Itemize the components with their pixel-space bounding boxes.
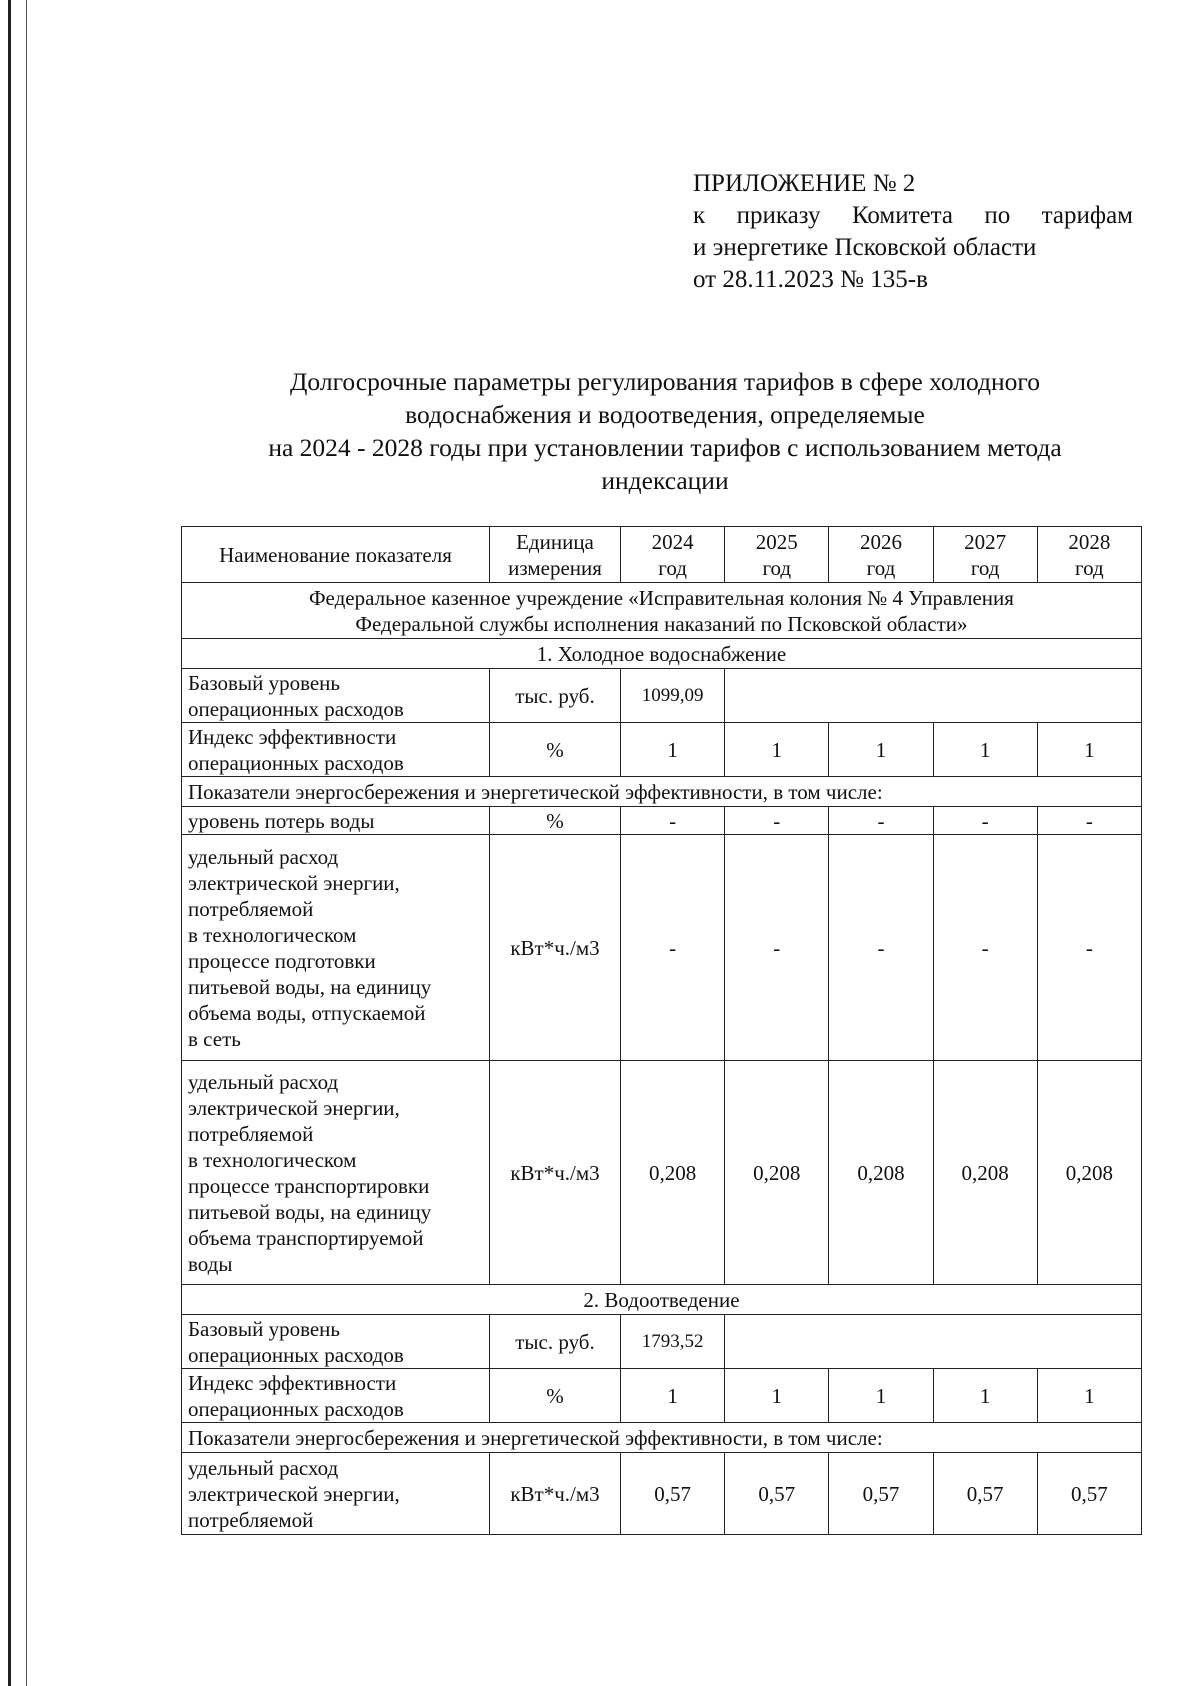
organization-name [182,583,1142,639]
row-value: - [725,835,829,1061]
row-value: 1 [725,1369,829,1423]
header-year-2024 [621,527,725,583]
row-name-line: электрической энергии, [188,870,400,895]
row-value: - [829,835,933,1061]
header-unit-line-2: измерения [508,555,602,580]
scan-edge-line [8,0,11,1686]
row-name-line: Индекс эффективности [188,1370,397,1395]
row-unit: кВт*ч./м3 [490,835,621,1061]
row-value: 1 [725,723,829,777]
table-row [182,669,1142,723]
row-name-line: Базовый уровень [188,670,340,695]
row-name-line: Базовый уровень [188,1316,340,1341]
year-word: год [866,555,896,580]
row-value: 0,208 [621,1061,725,1285]
appendix-number: ПРИЛОЖЕНИЕ № 2 [693,170,916,197]
title-line-2: водоснабжения и водоотведения, определяемые [405,400,925,429]
header-year-2025 [725,527,829,583]
row-value: 1 [1037,1369,1141,1423]
title-line-3: на 2024 - 2028 годы при установлении тарифов с использованием метода [268,433,1062,462]
title-line-1: Долгосрочные параметры регулирования тарифов в сфере холодного [290,367,1040,396]
table-row [182,1061,1142,1285]
row-unit: кВт*ч./м3 [490,1061,621,1285]
row-name-line: потребляемой [188,896,314,921]
appendix-block [693,168,1133,296]
table-row [182,1315,1142,1369]
row-value: 0,208 [829,1061,933,1285]
row-value: 0,57 [1037,1453,1141,1535]
row-value: - [1037,807,1141,835]
row-name-line: потребляемой [188,1121,314,1146]
row-name-line: воды [188,1251,233,1276]
year-value: 2028 [1068,529,1111,554]
row-value: 0,57 [933,1453,1037,1535]
row-name-line: удельный расход [188,844,339,869]
empty-cell [725,1315,1142,1369]
organization-line-1: Федеральное казенное учреждение «Исправительная колония № 4 Управления [308,585,1014,610]
row-name [182,1061,490,1285]
row-name-line: операционных расходов [188,696,404,721]
year-value: 2027 [964,529,1007,554]
section-row [182,1285,1142,1315]
year-value: 2025 [755,529,798,554]
table-row [182,723,1142,777]
year-word: год [762,555,792,580]
row-value: 0,57 [829,1453,933,1535]
row-value: - [621,807,725,835]
subsection-row [182,777,1142,807]
parameters-table [181,526,1142,1535]
row-unit: тыс. руб. [490,1315,621,1369]
year-word: год [658,555,687,580]
energy-indicators-header: Показатели энергосбережения и энергетической эффективности, в том числе: [182,1423,1142,1453]
appendix-date-line: от 28.11.2023 № 135-в [693,266,928,293]
row-name-line: объема воды, отпускаемой [188,1000,426,1025]
organization-line-2: Федеральной службы исполнения наказаний по Псковской области» [355,611,968,636]
row-name-line: электрической энергии, [188,1481,400,1506]
row-name-line: в сеть [188,1026,241,1051]
header-unit [490,527,621,583]
organization-row [182,583,1142,639]
row-value-2024: 1099,09 [621,669,725,723]
section-wastewater: 2. Водоотведение [182,1285,1142,1315]
row-name-line: операционных расходов [188,750,404,775]
energy-indicators-header: Показатели энергосбережения и энергетической эффективности, в том числе: [182,777,1142,807]
row-name-line: операционных расходов [188,1342,404,1367]
appendix-order-line: к приказу Комитета по тарифам [693,202,1133,229]
row-unit: % [490,807,621,835]
row-value-2024: 1793,52 [621,1315,725,1369]
row-name-line: в технологическом [188,1147,357,1172]
row-value: 1 [621,1369,725,1423]
row-value: 1 [933,1369,1037,1423]
row-name-line: в технологическом [188,922,357,947]
table-row [182,1453,1142,1535]
row-value: - [621,835,725,1061]
row-value: 0,208 [933,1061,1037,1285]
row-value: 0,57 [621,1453,725,1535]
row-value: 1 [829,723,933,777]
year-value: 2024 [651,529,694,554]
row-name-line: питьевой воды, на единицу [188,1199,432,1224]
row-name [182,835,490,1061]
row-unit: кВт*ч./м3 [490,1453,621,1535]
row-name-line: электрической энергии, [188,1095,400,1120]
appendix-committee-line: и энергетике Псковской области [693,234,1037,261]
subsection-row [182,1423,1142,1453]
year-value: 2026 [859,529,902,554]
header-year-2026 [829,527,933,583]
row-unit: % [490,1369,621,1423]
row-value: 1 [1037,723,1141,777]
scan-edge-line-thin [26,0,27,1686]
row-name-line: объема транспортируемой [188,1225,424,1250]
row-value: 0,208 [1037,1061,1141,1285]
table-row [182,807,1142,835]
row-name-line: удельный расход [188,1455,339,1480]
row-value: 1 [829,1369,933,1423]
header-name: Наименование показателя [182,527,490,583]
row-unit: тыс. руб. [490,669,621,723]
row-value: - [725,807,829,835]
row-value: 0,57 [725,1453,829,1535]
row-name-line: потребляемой [188,1507,314,1532]
row-name-line: удельный расход [188,1069,339,1094]
title-line-4: индексации [601,466,729,495]
row-name-line: питьевой воды, на единицу [188,974,432,999]
row-name-line: операционных расходов [188,1396,404,1421]
row-name-line: процессе подготовки [188,948,376,973]
table-row [182,835,1142,1061]
row-value: - [829,807,933,835]
row-name [182,669,490,723]
row-unit: % [490,723,621,777]
row-value: - [933,835,1037,1061]
section-row [182,639,1142,669]
row-name [182,1369,490,1423]
header-unit-line-1: Единица [516,529,594,554]
table-header-row [182,527,1142,583]
document-title [200,365,1130,497]
row-name-line: Индекс эффективности [188,724,397,749]
empty-cell [725,669,1142,723]
header-year-2027 [933,527,1037,583]
row-value: - [933,807,1037,835]
year-word: год [970,555,1000,580]
row-name [182,1315,490,1369]
row-name [182,723,490,777]
row-name: уровень потерь воды [182,807,490,835]
section-cold-water: 1. Холодное водоснабжение [182,639,1142,669]
row-value: 1 [933,723,1037,777]
year-word: год [1075,555,1104,580]
row-value: 1 [621,723,725,777]
row-name-line: процессе транспортировки [188,1173,430,1198]
row-name [182,1453,490,1535]
header-year-2028 [1037,527,1141,583]
row-value: - [1037,835,1141,1061]
row-value: 0,208 [725,1061,829,1285]
table-row [182,1369,1142,1423]
